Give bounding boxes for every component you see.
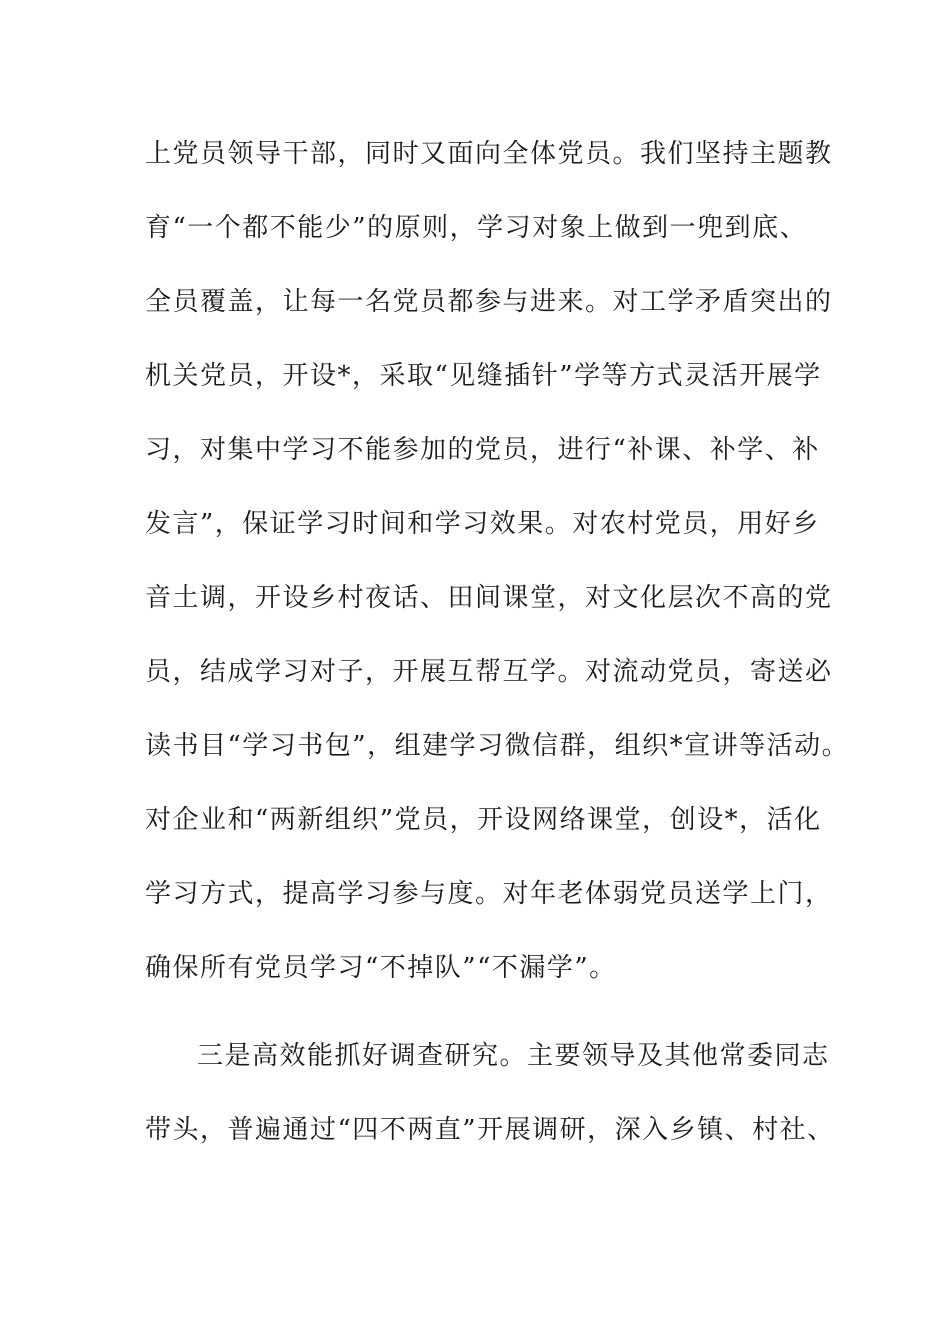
paragraph-line: 育“一个都不能少”的原则，学习对象上做到一兜到底、 [145,213,808,243]
paragraph-line: 学习方式，提高学习参与度。对年老体弱党员送学上门， [145,879,833,909]
paragraph-line: 对企业和“两新组织”党员，开设网络课堂，创设*，活化 [145,805,822,835]
paragraph-line: 带头，普遍通过“四不两直”开展调研，深入乡镇、村社、 [145,1115,835,1145]
paragraph-line: 发言”，保证学习时间和学习效果。对农村党员，用好乡 [145,509,820,539]
document-body [145,128,850,1178]
paragraph-line: 员，结成学习对子，开展互帮互学。对流动党员，寄送必 [145,657,833,687]
paragraph-research [145,1030,845,1178]
paragraph-line: 上党员领导干部，同时又面向全体党员。我们坚持主题教 [145,139,833,169]
paragraph-spacing [145,1016,845,1030]
paragraph-line: 习，对集中学习不能参加的党员，进行“补课、补学、补 [145,435,820,465]
paragraph-line: 全员覆盖，让每一名党员都参与进来。对工学矛盾突出的 [145,287,833,317]
paragraph-line-first: 三是高效能抓好调查研究。主要领导及其他常委同志 [197,1041,830,1071]
paragraph-line: 机关党员，开设*，采取“见缝插针”学等方式灵活开展学 [145,361,822,391]
paragraph-line: 音土调，开设乡村夜话、田间课堂，对文化层次不高的党 [145,583,833,613]
paragraph-line: 确保所有党员学习“不掉队”“不漏学”。 [145,953,617,983]
paragraph-line: 读书目“学习书包”，组建学习微信群，组织*宣讲等活动。 [145,731,850,761]
paragraph-continuation [145,128,850,1016]
